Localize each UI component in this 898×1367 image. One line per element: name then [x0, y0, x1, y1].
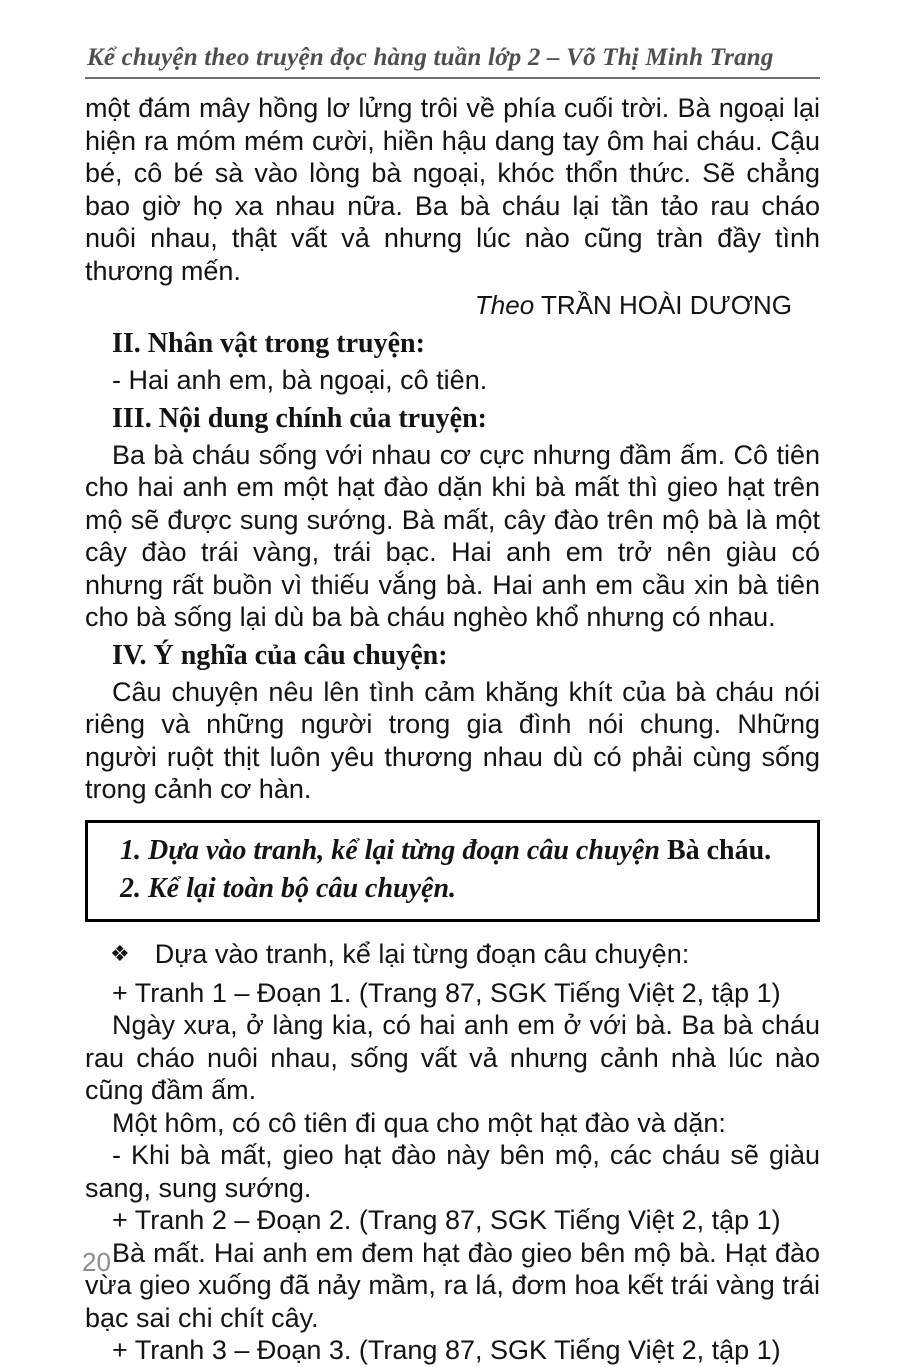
- meaning-paragraph: Câu chuyện nêu lên tình cảm khăng khít của bà cháu nói riêng và những người trong gia đình nói chung. Những người ruột thịt luôn yêu thương nhau dù có phải cùng sống trong cảnh cơ hàn.: [85, 676, 820, 804]
- attribution-line: [85, 289, 820, 322]
- header-rule: [85, 77, 820, 79]
- story-ending-paragraph: một đám mây hồng lơ lửng trôi về phía cuối trời. Bà ngoại lại hiện ra móm mém cười, hiền hậu dang tay ôm hai cháu. Cậu bé, cô bé sà vào lòng bà ngoại, khóc thổn thức. Sẽ chẳng bao giờ họ xa nhau nữa. Ba bà cháu lại tần tảo rau cháo nuôi nhau, thật vất vả nhưng lúc nào cũng tràn đầy tình thương mến.: [85, 93, 820, 286]
- heading-characters: II. Nhân vật trong truyện:: [112, 328, 425, 359]
- exercise-item-1-story-title: Bà cháu.: [666, 834, 772, 866]
- tranh2-label: + Tranh 2 – Đoạn 2. (Trang 87, SGK Tiếng Việt 2, tập 1): [112, 1205, 781, 1235]
- exercise-item-1: [120, 832, 803, 870]
- characters-line: - Hai anh em, bà ngoại, cô tiên.: [112, 365, 488, 395]
- exercise-item-2: 2. Kể lại toàn bộ câu chuyện.: [120, 872, 457, 904]
- tranh1-label: + Tranh 1 – Đoạn 1. (Trang 87, SGK Tiếng Việt 2, tập 1): [112, 977, 781, 1008]
- bullet-text: Dựa vào tranh, kể lại từng đoạn câu chuyện:: [154, 938, 690, 969]
- heading-meaning: IV. Ý nghĩa của câu chuyện:: [112, 639, 448, 671]
- diamond-bullet-icon: ❖: [110, 940, 130, 966]
- tranh1-paragraph-1: Ngày xưa, ở làng kia, có hai anh em ở với bà. Ba bà cháu rau cháo nuôi nhau, sống vất vả nhưng cảnh nhà lúc nào cũng đầm ấm.: [85, 1010, 820, 1105]
- heading-summary: III. Nội dung chính của truyện:: [112, 402, 487, 434]
- tranh3-label: + Tranh 3 – Đoạn 3. (Trang 87, SGK Tiếng Việt 2, tập 1): [112, 1335, 781, 1365]
- attribution-prefix: Theo: [474, 290, 535, 320]
- tranh1-paragraph-2: Một hôm, có cô tiên đi qua cho một hạt đào và dặn:: [112, 1107, 726, 1138]
- exercise-item-1-text: 1. Dựa vào tranh, kể lại từng đoạn câu chuyện: [120, 834, 667, 866]
- tranh1-paragraph-3: - Khi bà mất, gieo hạt đào này bên mộ, các cháu sẽ giàu sang, sung sướng.: [85, 1140, 820, 1203]
- attribution-author: TRẦN HOÀI DƯƠNG: [540, 290, 792, 320]
- bullet-line: [85, 938, 820, 972]
- tranh2-paragraph-1: Bà mất. Hai anh em đem hạt đào gieo bên mộ bà. Hạt đào vừa gieo xuống đã nảy mầm, ra lá, đơm hoa kết trái vàng trái bạc sai chi chít cây.: [85, 1237, 820, 1333]
- summary-paragraph: Ba bà cháu sống với nhau cơ cực nhưng đầm ấm. Cô tiên cho hai anh em một hạt đào dặn khi bà mất thì gieo hạt trên mộ sẽ được sung sướng. Bà mất, cây đào trên mộ bà là một cây đào trái vàng, trái bạc. Hai anh em trở nên giàu có nhưng rất buồn vì thiếu vắng bà. Hai anh em cầu xin bà tiên cho bà sống lại dù ba bà cháu nghèo khổ nhưng có nhau.: [85, 439, 820, 632]
- page-number: 20: [82, 1247, 111, 1277]
- exercise-box: [85, 820, 820, 922]
- running-title: Kể chuyện theo truyện đọc hàng tuần lớp 2 – Võ Thị Minh Trang: [87, 44, 774, 71]
